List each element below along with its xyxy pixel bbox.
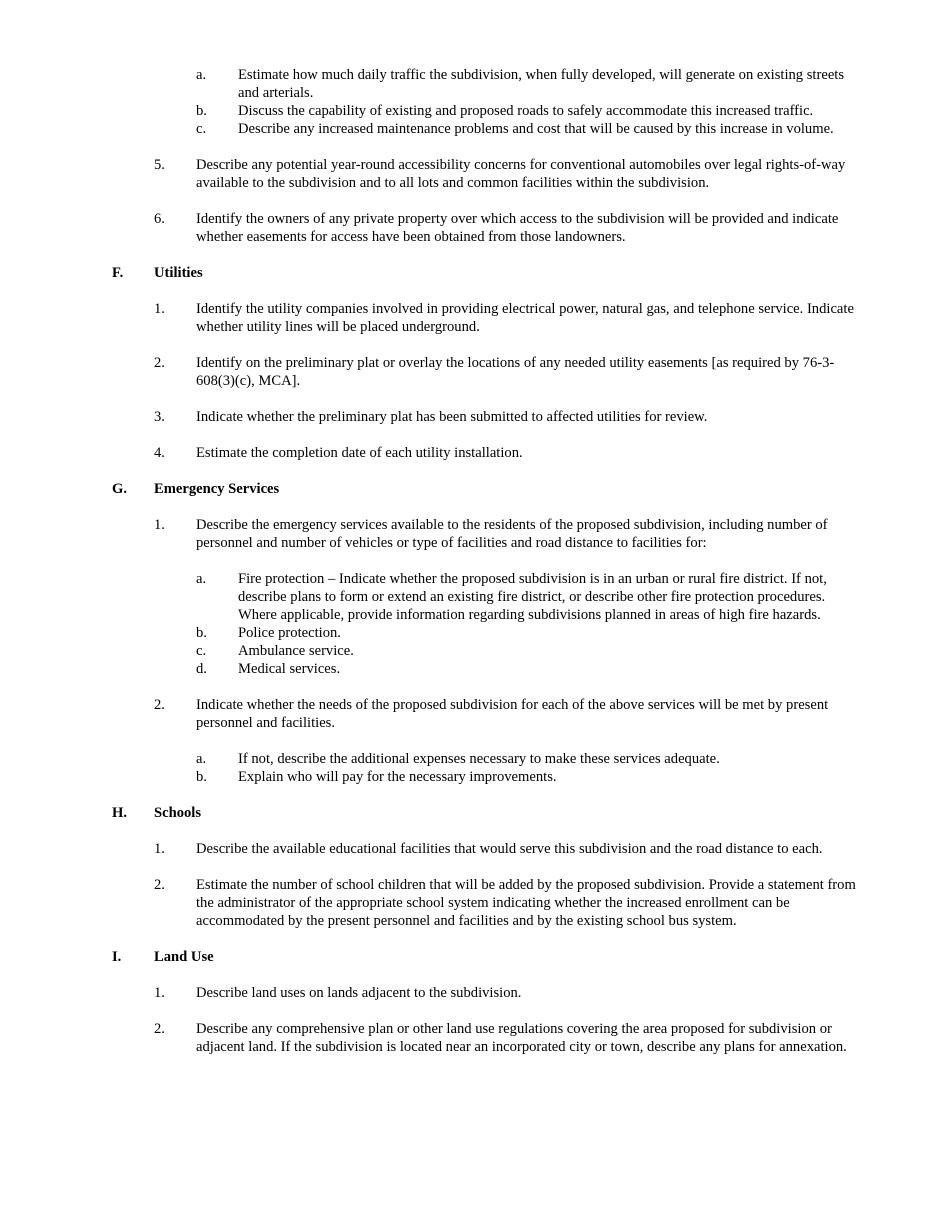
item-marker: a. — [196, 751, 207, 767]
lettered-item — [0, 624, 850, 642]
paragraph-spacer — [0, 336, 950, 354]
numbered-item — [0, 696, 868, 732]
lettered-item — [0, 66, 850, 102]
paragraph-spacer — [0, 1002, 950, 1020]
numbered-item — [0, 1020, 868, 1056]
item-text: Describe land uses on lands adjacent to the subdivision. — [196, 985, 522, 1001]
paragraph-spacer — [0, 192, 950, 210]
lettered-item — [0, 768, 850, 786]
item-text: Identify the owners of any private property over which access to the subdivision will be provided and indicate whether easements for access have been obtained from those landowners. — [196, 211, 839, 245]
lettered-item — [0, 642, 850, 660]
item-marker: 1. — [154, 517, 165, 533]
item-marker: c. — [196, 121, 207, 137]
paragraph-spacer — [0, 732, 950, 750]
paragraph-spacer — [0, 138, 950, 156]
numbered-item — [0, 408, 868, 426]
numbered-item — [0, 984, 868, 1002]
numbered-item — [0, 210, 868, 246]
numbered-item — [0, 300, 868, 336]
item-text: Indicate whether the needs of the proposed subdivision for each of the above services will be met by present personnel and facilities. — [196, 697, 829, 731]
section-heading — [0, 480, 950, 498]
item-text: Describe any comprehensive plan or other land use regulations covering the area proposed for subdivision or adjacent land. If the subdivision is located near an incorporated city or town, describe any plans for annexation. — [196, 1021, 847, 1055]
item-text: Estimate how much daily traffic the subdivision, when fully developed, will generate on existing streets and arterials. — [238, 67, 845, 101]
numbered-item — [0, 516, 868, 552]
section-title: Utilities — [154, 265, 203, 281]
section-title: Emergency Services — [154, 481, 280, 497]
item-text: Fire protection – Indicate whether the proposed subdivision is in an urban or rural fire district. If not, describe plans to form or extend an existing fire district, or describe other fire protection procedures. Where applicable, provide information regarding subdivisions planned in areas of high fire hazards. — [238, 571, 827, 623]
item-marker: b. — [196, 769, 207, 785]
section-heading — [0, 804, 950, 822]
item-marker: 2. — [154, 697, 165, 713]
item-marker: b. — [196, 625, 207, 641]
numbered-item — [0, 444, 868, 462]
item-marker: 1. — [154, 985, 165, 1001]
item-marker: c. — [196, 643, 207, 659]
section-title: Land Use — [154, 949, 214, 965]
document-page — [0, 66, 950, 1056]
item-marker: 4. — [154, 445, 165, 461]
section-heading — [0, 264, 950, 282]
item-text: Describe the emergency services available to the residents of the proposed subdivision, including number of personnel and number of vehicles or type of facilities and road distance to facilities for: — [196, 517, 828, 551]
item-marker: 2. — [154, 355, 165, 371]
paragraph-spacer — [0, 246, 950, 264]
item-marker: 1. — [154, 841, 165, 857]
paragraph-spacer — [0, 966, 950, 984]
item-marker: 3. — [154, 409, 165, 425]
item-marker: b. — [196, 103, 207, 119]
item-text: Estimate the number of school children that will be added by the proposed subdivision. Provide a statement from the administrator of the appropriate school system indicating whether the increased enrollment can be accommodated by the present personnel and facilities and by the existing school bus system. — [196, 877, 856, 929]
paragraph-spacer — [0, 282, 950, 300]
item-marker: 6. — [154, 211, 165, 227]
item-text: Describe the available educational facilities that would serve this subdivision and the road distance to each. — [196, 841, 823, 857]
item-text: Discuss the capability of existing and proposed roads to safely accommodate this increased traffic. — [238, 103, 814, 119]
section-letter: I. — [112, 949, 122, 965]
item-marker: a. — [196, 571, 207, 587]
paragraph-spacer — [0, 462, 950, 480]
numbered-item — [0, 876, 868, 930]
paragraph-spacer — [0, 786, 950, 804]
item-text: Ambulance service. — [238, 643, 354, 659]
paragraph-spacer — [0, 930, 950, 948]
item-text: Police protection. — [238, 625, 341, 641]
section-letter: H. — [112, 805, 127, 821]
paragraph-spacer — [0, 552, 950, 570]
lettered-item — [0, 570, 850, 624]
lettered-item — [0, 102, 850, 120]
numbered-item — [0, 354, 868, 390]
item-text: Explain who will pay for the necessary improvements. — [238, 769, 557, 785]
numbered-item — [0, 156, 868, 192]
item-text: Describe any potential year-round accessibility concerns for conventional automobiles over legal rights-of-way available to the subdivision and to all lots and common facilities within the subdivision. — [196, 157, 846, 191]
item-text: Describe any increased maintenance problems and cost that will be caused by this increase in volume. — [238, 121, 834, 137]
section-heading — [0, 948, 950, 966]
item-marker: 2. — [154, 1021, 165, 1037]
numbered-item — [0, 840, 868, 858]
item-marker: 5. — [154, 157, 165, 173]
item-marker: a. — [196, 67, 207, 83]
item-text: If not, describe the additional expenses necessary to make these services adequate. — [238, 751, 720, 767]
section-title: Schools — [154, 805, 202, 821]
item-text: Medical services. — [238, 661, 341, 677]
section-letter: G. — [112, 481, 127, 497]
paragraph-spacer — [0, 858, 950, 876]
item-text: Indicate whether the preliminary plat has been submitted to affected utilities for review. — [196, 409, 708, 425]
paragraph-spacer — [0, 498, 950, 516]
paragraph-spacer — [0, 822, 950, 840]
item-text: Estimate the completion date of each utility installation. — [196, 445, 523, 461]
item-marker: 1. — [154, 301, 165, 317]
paragraph-spacer — [0, 426, 950, 444]
lettered-item — [0, 750, 850, 768]
lettered-item — [0, 660, 850, 678]
lettered-item — [0, 120, 850, 138]
paragraph-spacer — [0, 678, 950, 696]
item-marker: d. — [196, 661, 207, 677]
paragraph-spacer — [0, 390, 950, 408]
item-text: Identify the utility companies involved in providing electrical power, natural gas, and telephone service. Indicate whether utility lines will be placed underground. — [196, 301, 854, 335]
item-marker: 2. — [154, 877, 165, 893]
item-text: Identify on the preliminary plat or overlay the locations of any needed utility easements [as required by 76-3-608(3)(c), MCA]. — [196, 355, 835, 389]
section-letter: F. — [112, 265, 124, 281]
